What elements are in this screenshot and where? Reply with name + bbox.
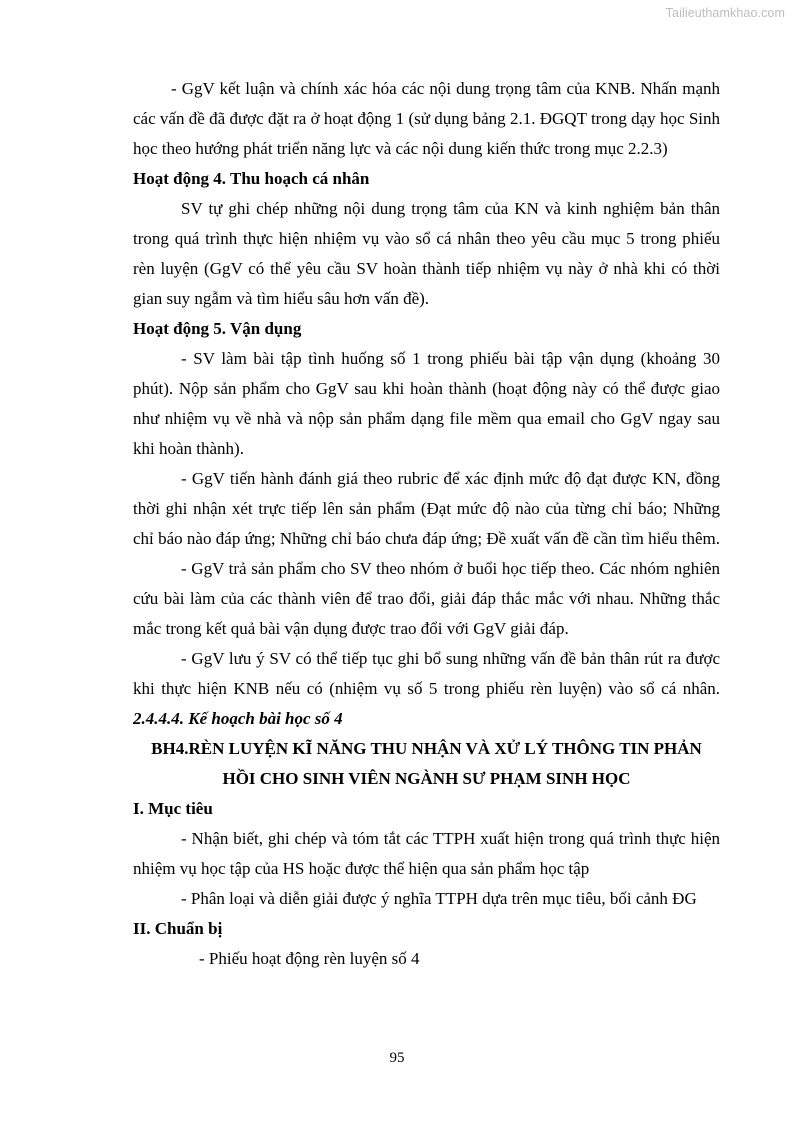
page-body [133, 74, 720, 974]
lesson-title: BH4.RÈN LUYỆN KĨ NĂNG THU NHẬN VÀ XỬ LÝ THÔNG TIN PHẢN [151, 739, 702, 758]
watermark: Tailieuthamkhao.com [665, 6, 785, 20]
lesson-title: HỒI CHO SINH VIÊN NGÀNH SƯ PHẠM SINH HỌC [222, 769, 631, 788]
text-line: - Phiếu hoạt động rèn luyện số 4 [199, 949, 420, 968]
text-line: - SV làm bài tập tình huống số 1 trong phiếu bài tập vận dụng (khoảng 30 [181, 349, 720, 368]
text-line: khi hoàn thành). [133, 439, 244, 458]
text-line: rèn luyện (GgV có thể yêu cầu SV hoàn thành tiếp nhiệm vụ này ở nhà khi có thời [133, 259, 720, 278]
text-line: các vấn đề đã được đặt ra ở hoạt động 1 (sử dụng bảng 2.1. ĐGQT trong dạy học Sinh [133, 109, 720, 128]
text-line: SV tự ghi chép những nội dung trọng tâm của KN và kinh nghiệm bản thân [181, 199, 720, 218]
heading-activity-4: Hoạt động 4. Thu hoạch cá nhân [133, 169, 370, 188]
text-line: phút). Nộp sản phẩm cho GgV sau khi hoàn thành (hoạt động này có thể được giao [133, 379, 720, 398]
heading-activity-5: Hoạt động 5. Vận dụng [133, 319, 302, 338]
text-line: chỉ báo nào đáp ứng; Những chỉ báo chưa đáp ứng; Đề xuất vấn đề cần tìm hiểu thêm. [133, 529, 720, 548]
text-line: gian suy ngẫm và tìm hiểu sâu hơn vấn đề). [133, 289, 430, 308]
page-number: 95 [389, 1050, 405, 1066]
text-line: - GgV trả sản phẩm cho SV theo nhóm ở buổi học tiếp theo. Các nhóm nghiên [181, 559, 720, 578]
text-line: - Nhận biết, ghi chép và tóm tắt các TTPH xuất hiện trong quá trình thực hiện [181, 829, 720, 848]
heading-objectives: I. Mục tiêu [133, 799, 213, 818]
text-line: khi thực hiện KNB nếu có (nhiệm vụ số 5 trong phiếu rèn luyện) vào sổ cá nhân. [133, 679, 720, 698]
text-line: trong quá trình thực hiện nhiệm vụ vào sổ cá nhân theo yêu cầu mục 5 trong phiếu [133, 229, 720, 248]
text-line: cứu bài làm của các thành viên để trao đổi, giải đáp thắc mắc với nhau. Những thắc [133, 589, 720, 608]
text-line: - GgV kết luận và chính xác hóa các nội dung trọng tâm của KNB. Nhấn mạnh [171, 79, 720, 98]
text-line: thời ghi nhận xét trực tiếp lên sản phẩm (Đạt mức độ nào của từng chỉ báo; Những [133, 499, 720, 518]
text-line: như nhiệm vụ về nhà và nộp sản phẩm dạng file mềm qua email cho GgV ngay sau [133, 409, 720, 428]
text-line: - GgV lưu ý SV có thể tiếp tục ghi bổ sung những vấn đề bản thân rút ra được [181, 649, 720, 668]
text-line: mắc trong kết quả bài vận dụng được trao đổi với GgV giải đáp. [133, 619, 569, 638]
heading-preparation: II. Chuẩn bị [133, 919, 223, 938]
section-heading: 2.4.4.4. Kế hoạch bài học số 4 [133, 709, 343, 728]
text-line: - Phân loại và diễn giải được ý nghĩa TTPH dựa trên mục tiêu, bối cảnh ĐG [181, 889, 697, 908]
text-line: nhiệm vụ học tập của HS hoặc được thể hiện qua sản phẩm học tập [133, 859, 590, 878]
text-line: học theo hướng phát triển năng lực và các nội dung kiến thức trong mục 2.2.3) [133, 139, 668, 158]
text-line: - GgV tiến hành đánh giá theo rubric để xác định mức độ đạt được KN, đồng [181, 469, 720, 488]
